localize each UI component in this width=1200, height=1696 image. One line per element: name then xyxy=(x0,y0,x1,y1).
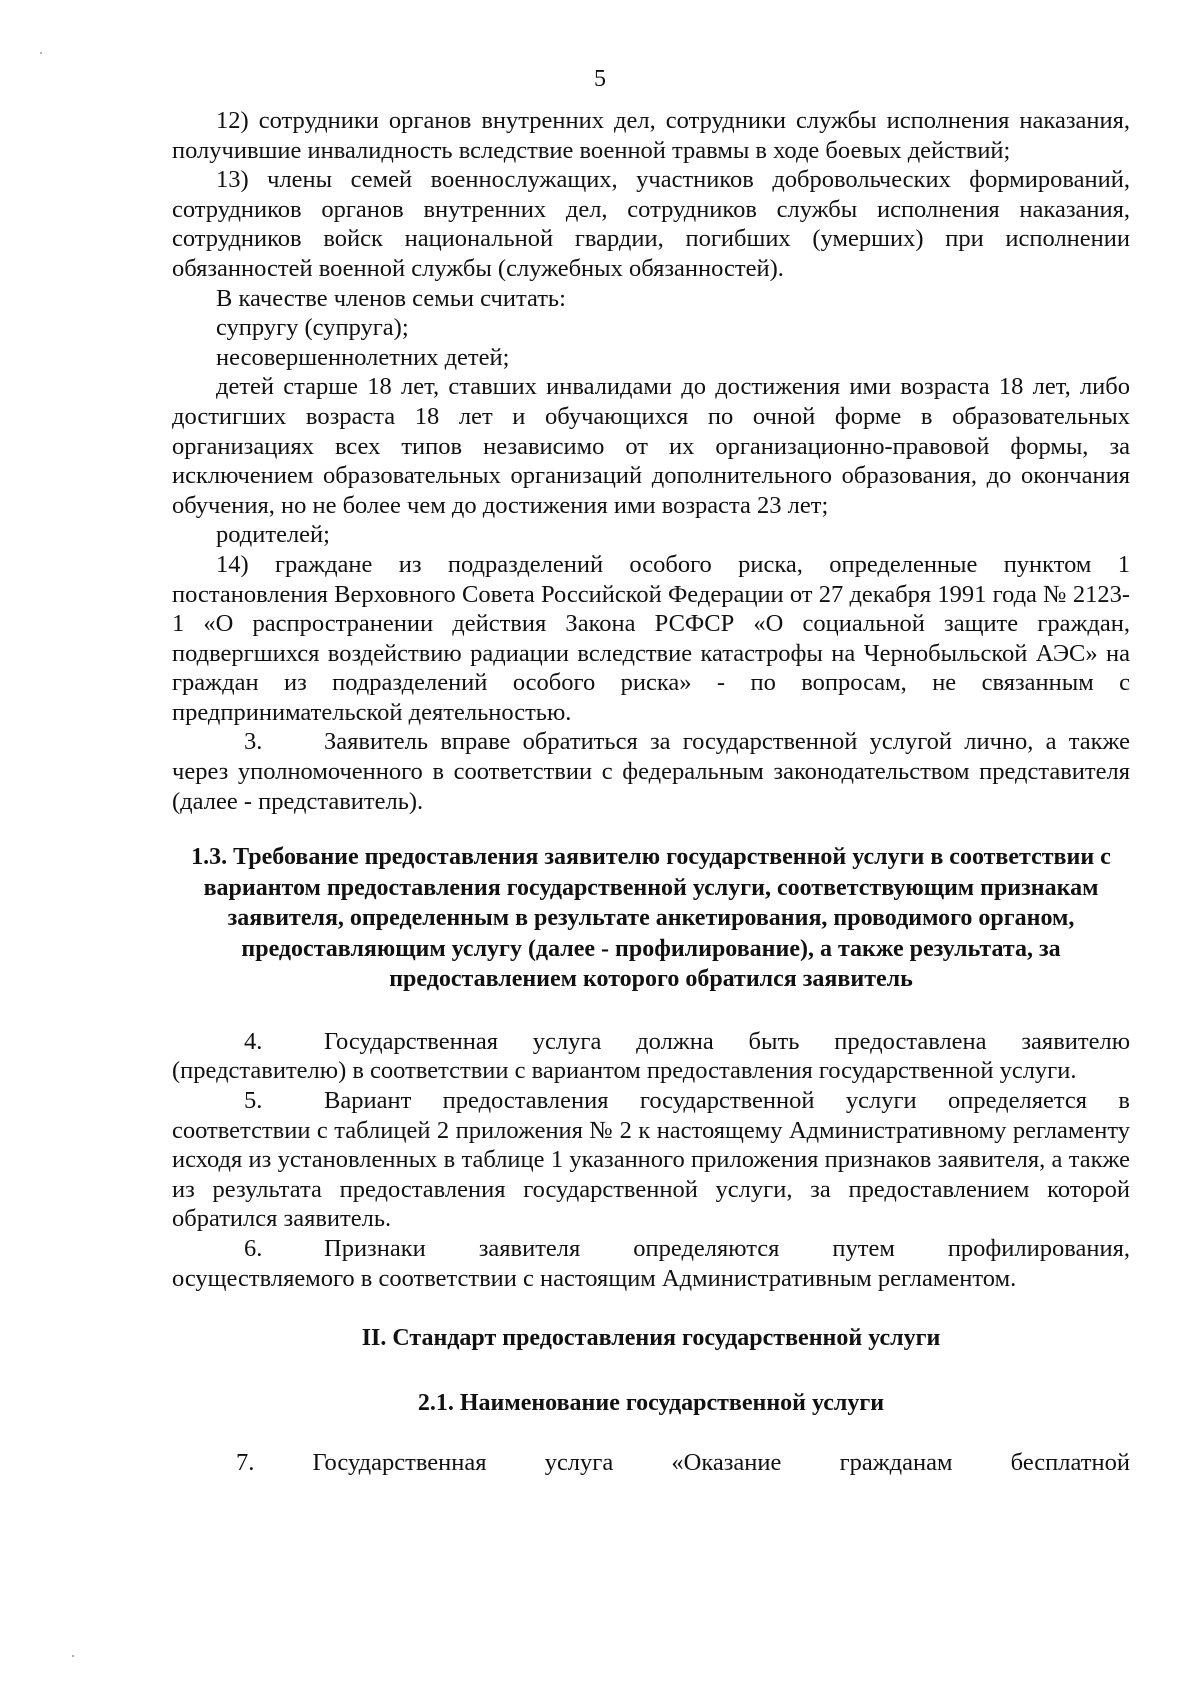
section-heading-1-3: 1.3. Требование предоставления заявителю государственной услуги в соответствии с вариантом предоставления государственной услуги, соответствующим признакам заявителя, определенным в результате анкетирования, проводимого органом, предоставляющим услугу (далее - профилирование), а также результата, за предоставлением которого обратился заявитель xyxy=(191,844,1111,993)
item-word: «Оказание xyxy=(671,1449,782,1477)
document-body xyxy=(172,106,1130,1478)
item-word: Государственная xyxy=(312,1449,487,1477)
paragraph-item-7 xyxy=(172,1448,1130,1478)
item-word: услуга xyxy=(544,1449,614,1477)
paragraph-item-3 xyxy=(172,727,1130,816)
paragraph-item-6 xyxy=(172,1234,1130,1293)
item-text: Признаки заявителя определяются путем профилирования, осуществляемого в соответствии с настоящим Административным регламентом. xyxy=(172,1234,1130,1292)
item-text: Государственная услуга должна быть предоставлена заявителю (представителю) в соответствии с вариантом предоставления государственной услуги. xyxy=(172,1027,1130,1085)
item-number: 4. xyxy=(244,1027,263,1055)
chapter-heading-2: II. Стандарт предоставления государственной услуги xyxy=(361,1325,941,1352)
paragraph-item-4 xyxy=(172,1027,1130,1086)
paragraph-family-minors: несовершеннолетних детей; xyxy=(216,343,510,371)
section-heading-2-1: 2.1. Наименование государственной услуги xyxy=(417,1389,885,1416)
scan-speck xyxy=(72,1655,74,1657)
paragraph-item-5 xyxy=(172,1086,1130,1234)
paragraph-item-12: 12) сотрудники органов внутренних дел, сотрудники службы исполнения наказания, получившие инвалидность вследствие военной травмы в ходе боевых действий; xyxy=(172,107,1130,164)
paragraph-item-14: 14) граждане из подразделений особого риска, определенные пунктом 1 постановления Верховного Совета Российской Федерации от 27 декабря 1991 года № 2123-1 «О распространении действия Закона РСФСР «О социальной защите граждан, подвергшихся воздействию радиации вследствие катастрофы на Чернобыльской АЭС» на граждан из подразделений особого риска» - по вопросам, не связанным с предпринимательской деятельностью. xyxy=(172,550,1130,726)
scan-speck xyxy=(40,52,42,54)
item-text: Заявитель вправе обратиться за государственной услугой лично, а также через уполномоченного в соответствии с федеральным законодательством представителя (далее - представитель). xyxy=(172,728,1130,815)
paragraph-family-spouse: супругу (супруга); xyxy=(216,314,409,342)
paragraph-family-intro: В качестве членов семьи считать: xyxy=(216,284,566,312)
item-number: 7. xyxy=(236,1449,255,1477)
paragraph-item-13: 13) члены семей военнослужащих, участников добровольческих формирований, сотрудников органов внутренних дел, сотрудников службы исполнения наказания, сотрудников войск национальной гвардии, погибших (умерших) при исполнении обязанностей военной службы (служебных обязанностей). xyxy=(172,166,1130,282)
page-number: 5 xyxy=(594,66,606,92)
item-word: бесплатной xyxy=(1010,1449,1130,1477)
item-word: гражданам xyxy=(839,1449,953,1477)
item-number: 6. xyxy=(244,1234,263,1262)
paragraph-family-older-children: детей старше 18 лет, ставших инвалидами до достижения ими возраста 18 лет, либо достигших возраста 18 лет и обучающихся по очной форме в образовательных организациях всех типов независимо от их организационно-правовой формы, за исключением образовательных организаций дополнительного образования, до окончания обучения, но не более чем до достижения ими возраста 23 лет; xyxy=(172,373,1130,519)
item-number: 3. xyxy=(244,728,263,756)
paragraph-family-parents: родителей; xyxy=(216,521,330,549)
item-number: 5. xyxy=(244,1086,263,1114)
item-text: Вариант предоставления государственной услуги определяется в соответствии с таблицей 2 приложения № 2 к настоящему Административному регламенту исходя из установленных в таблице 1 указанного приложения признаков заявителя, а также из результата предоставления государственной услуги, за предоставлением которой обратился заявитель. xyxy=(172,1086,1130,1233)
